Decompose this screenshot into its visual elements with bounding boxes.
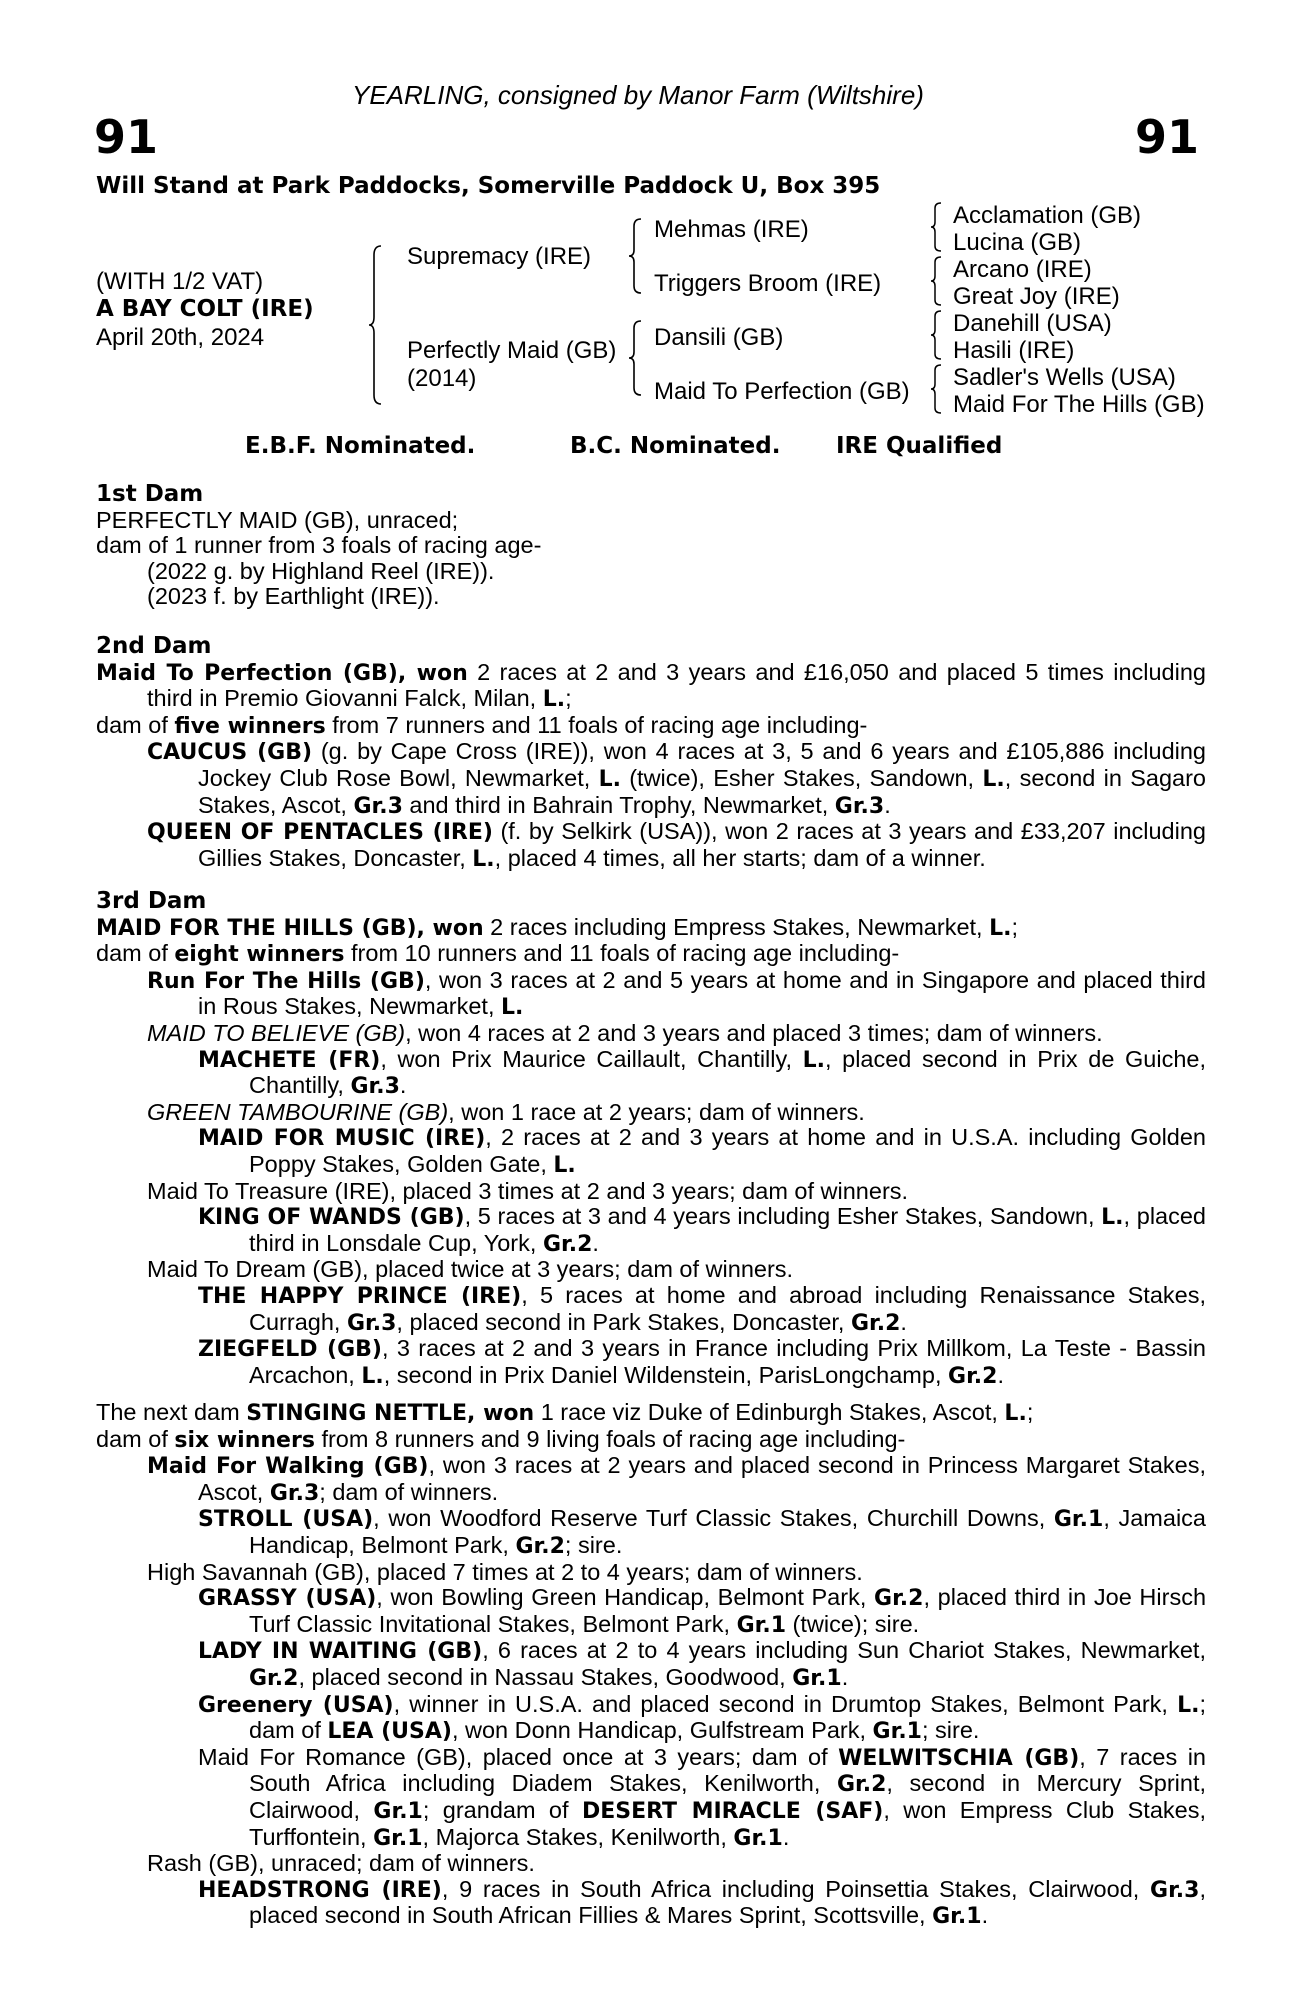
first-dam-foal: (2023 f. by Earthlight (IRE)). xyxy=(147,583,440,610)
horse-dob: April 20th, 2024 xyxy=(96,324,265,351)
pedigree-dam-year: (2014) xyxy=(407,365,477,392)
pedigree-dam: Perfectly Maid (GB) xyxy=(407,337,617,364)
produce-entry: GREEN TAMBOURINE (GB), won 1 race at 2 years; dam of winners. xyxy=(147,1098,865,1125)
produce-entry: MAID TO BELIEVE (GB), won 4 races at 2 and 3 years and placed 3 times; dam of winners. xyxy=(147,1019,1103,1046)
lot-number-left: 91 xyxy=(94,110,159,164)
pedigree-sire-sire: Mehmas (IRE) xyxy=(654,216,809,243)
produce-entry: STROLL (USA), won Woodford Reserve Turf Classic Stakes, Churchill Downs, Gr.1, Jamaica Handicap, Belmont Park, Gr.2; sire. xyxy=(198,1505,1206,1559)
produce-entry: High Savannah (GB), placed 7 times at 2 to 4 years; dam of winners. xyxy=(147,1558,863,1585)
produce-entry: Maid For Walking (GB), won 3 races at 2 years and placed second in Princess Margaret Stakes, Ascot, Gr.3; dam of winners. xyxy=(147,1452,1206,1506)
pedigree-brace-ss xyxy=(930,202,942,252)
pedigree-sdd: Great Joy (IRE) xyxy=(953,283,1120,310)
produce-entry: Run For The Hills (GB), won 3 races at 2 and 5 years at home and in Singapore and placed third in Rous Stakes, Newmarket, L. xyxy=(147,966,1206,1021)
produce-entry: GRASSY (USA), won Bowling Green Handicap, Belmont Park, Gr.2, placed third in Joe Hirsch Turf Classic Invitational Stakes, Belmont Park, Gr.1 (twice); sire. xyxy=(198,1584,1207,1638)
produce-entry: Maid To Dream (GB), placed twice at 3 years; dam of winners. xyxy=(147,1256,794,1283)
produce-entry: Rash (GB), unraced; dam of winners. xyxy=(147,1850,535,1877)
second-dam-heading: 2nd Dam xyxy=(96,633,212,659)
pedigree-dam-sire: Dansili (GB) xyxy=(654,324,784,351)
pedigree-ddd: Maid For The Hills (GB) xyxy=(953,391,1205,418)
pedigree-dss: Danehill (USA) xyxy=(953,310,1112,337)
pedigree-brace-dam xyxy=(628,320,642,396)
produce-entry: HEADSTRONG (IRE), 9 races in South Africa including Poinsettia Stakes, Clairwood, Gr.3, placed second in South African Fillies & Mares Sprint, Scottsville, Gr.1. xyxy=(198,1875,1206,1930)
pedigree-brace-ds xyxy=(930,310,942,360)
ire-qualified: IRE Qualified xyxy=(836,433,1003,459)
horse-name: A BAY COLT (IRE) xyxy=(96,296,314,322)
second-dam-produce-summary: dam of five winners from 7 runners and 11 foals of racing age including- xyxy=(96,711,868,739)
consignor-line: YEARLING, consigned by Manor Farm (Wiltshire) xyxy=(352,80,924,110)
first-dam-produce-summary: dam of 1 runner from 3 foals of racing age- xyxy=(96,532,542,559)
produce-entry: LADY IN WAITING (GB), 6 races at 2 to 4 years including Sun Chariot Stakes, Newmarket, Gr.2, placed second in Nassau Stakes, Goodwood, Gr.1. xyxy=(198,1637,1206,1691)
pedigree-sss: Acclamation (GB) xyxy=(953,202,1142,229)
third-dam-section xyxy=(96,889,1206,1389)
pedigree-brace-sire xyxy=(628,218,642,294)
bc-nominated: B.C. Nominated. xyxy=(570,433,781,459)
fourth-dam-record: The next dam STINGING NETTLE, won 1 race viz Duke of Edinburgh Stakes, Ascot, L.; xyxy=(96,1399,1034,1426)
produce-entry: MAID FOR MUSIC (IRE), 2 races at 2 and 3 years at home and in U.S.A. including Golden Poppy Stakes, Golden Gate, L. xyxy=(198,1124,1206,1178)
pedigree-ssd: Lucina (GB) xyxy=(953,229,1082,256)
produce-entry: THE HAPPY PRINCE (IRE), 5 races at home and abroad including Renaissance Stakes, Curragh, Gr.3, placed second in Park Stakes, Doncaster, Gr.2. xyxy=(198,1281,1206,1336)
stand-location: Will Stand at Park Paddocks, Somerville Paddock U, Box 395 xyxy=(96,173,881,199)
ebf-nominated: E.B.F. Nominated. xyxy=(245,433,476,459)
second-dam-section xyxy=(96,634,1206,872)
pedigree-sire-dam: Triggers Broom (IRE) xyxy=(654,270,882,297)
third-dam-heading: 3rd Dam xyxy=(96,888,207,914)
pedigree-sire: Supremacy (IRE) xyxy=(407,243,592,270)
first-dam-section xyxy=(96,482,1206,610)
pedigree-brace-dd xyxy=(930,364,942,414)
first-dam-foal: (2022 g. by Highland Reel (IRE)). xyxy=(147,557,495,584)
pedigree-dam-dam: Maid To Perfection (GB) xyxy=(654,378,910,405)
produce-entry: Maid To Treasure (IRE), placed 3 times at 2 and 3 years; dam of winners. xyxy=(147,1177,909,1204)
produce-entry: Greenery (USA), winner in U.S.A. and placed second in Drumtop Stakes, Belmont Park, L.; dam of LEA (USA), won Donn Handicap, Gulfstream Park, Gr.1; sire. xyxy=(198,1690,1206,1745)
produce-entry: MACHETE (FR), won Prix Maurice Caillault, Chantilly, L., placed second in Prix de Guiche, Chantilly, Gr.3. xyxy=(198,1045,1206,1100)
third-dam-record: MAID FOR THE HILLS (GB), won 2 races including Empress Stakes, Newmarket, L.; xyxy=(96,913,1019,941)
pedigree-brace-sd xyxy=(930,256,942,306)
second-dam-record: Maid To Perfection (GB), won 2 races at 2 and 3 years and £16,050 and placed 5 times including third in Premio Giovanni Falck, Milan, L.; xyxy=(96,658,1206,713)
fourth-dam-section xyxy=(96,1400,1206,1930)
vat-note: (WITH 1/2 VAT) xyxy=(96,268,264,295)
produce-entry: KING OF WANDS (GB), 5 races at 3 and 4 years including Esher Stakes, Sandown, L., placed third in Lonsdale Cup, York, Gr.2. xyxy=(198,1203,1206,1257)
first-dam-heading: 1st Dam xyxy=(96,481,204,507)
first-dam-line: PERFECTLY MAID (GB), unraced; xyxy=(96,506,459,533)
pedigree-dds: Sadler's Wells (USA) xyxy=(953,364,1176,391)
pedigree-sds: Arcano (IRE) xyxy=(953,256,1092,283)
produce-entry: Maid For Romance (GB), placed once at 3 years; dam of WELWITSCHIA (GB), 7 races in South Africa including Diadem Stakes, Kenilworth, Gr.2, second in Mercury Sprint, Clairwood, Gr.1; grandam of DESERT MIRACLE (SAF), won Empress Club Stakes, Turffontein, Gr.1, Majorca Stakes, Kenilworth, Gr.1. xyxy=(198,1743,1207,1851)
pedigree-dsd: Hasili (IRE) xyxy=(953,337,1075,364)
produce-entry: QUEEN OF PENTACLES (IRE) (f. by Selkirk (USA)), won 2 races at 3 years and £33,207 including Gillies Stakes, Doncaster, L., placed 4 times, all her starts; dam of a winner. xyxy=(147,818,1206,872)
fourth-dam-produce-summary: dam of six winners from 8 runners and 9 living foals of racing age including- xyxy=(96,1425,906,1453)
lot-number-right: 91 xyxy=(1134,110,1199,164)
third-dam-produce-summary: dam of eight winners from 10 runners and 11 foals of racing age including- xyxy=(96,940,900,968)
produce-entry: CAUCUS (GB) (g. by Cape Cross (IRE)), won 4 races at 3, 5 and 6 years and £105,886 including Jockey Club Rose Bowl, Newmarket, L. (twice), Esher Stakes, Sandown, L., second in Sagaro Stakes, Ascot, Gr.3 and third in Bahrain Trophy, Newmarket, Gr.3. xyxy=(147,738,1207,819)
produce-entry: ZIEGFELD (GB), 3 races at 2 and 3 years in France including Prix Millkom, La Teste - Bassin Arcachon, L., second in Prix Daniel Wildenstein, ParisLongchamp, Gr.2. xyxy=(198,1335,1206,1389)
pedigree-brace-main xyxy=(368,245,382,405)
